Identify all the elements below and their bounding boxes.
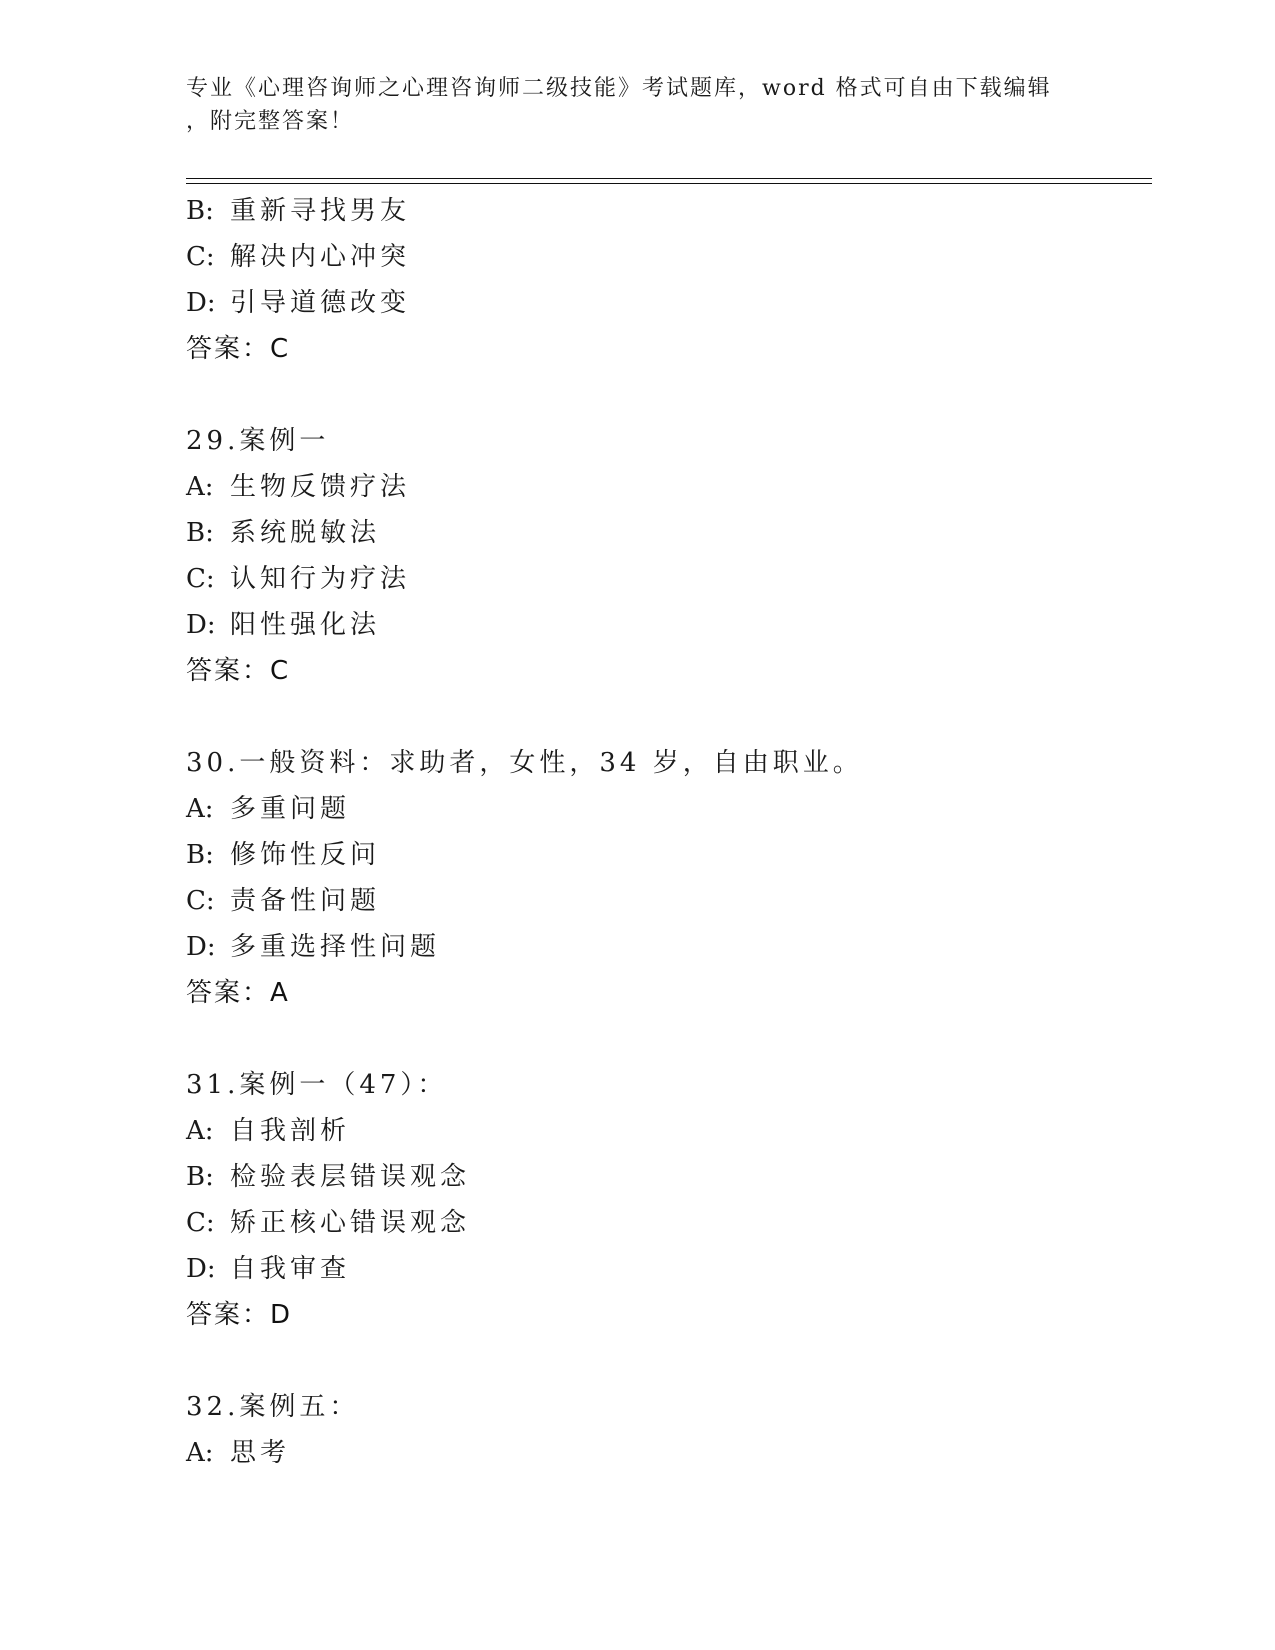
option-text: 生物反馈疗法 [230, 472, 411, 502]
question-block [186, 740, 1146, 1016]
option-text: 修饰性反问 [230, 840, 381, 870]
question-text: 29.案例一 [186, 426, 330, 456]
option-letter: D: [186, 610, 216, 640]
option-text: 认知行为疗法 [230, 564, 411, 594]
answer-line: 答案：A [186, 978, 290, 1008]
document-header [186, 72, 1086, 138]
question-block [186, 188, 1146, 372]
question-list [186, 188, 1146, 1476]
option-text: 重新寻找男友 [230, 196, 411, 226]
option-letter: D: [186, 1254, 216, 1284]
question-text: 30.一般资料：求助者，女性，34 岁，自由职业。 [186, 748, 863, 778]
question-text: 32.案例五： [186, 1392, 360, 1422]
option-text: 自我剖析 [230, 1116, 351, 1146]
option-row [186, 188, 1146, 234]
option-row [186, 1154, 1146, 1200]
answer-line: 答案：D [186, 1300, 293, 1330]
option-letter: C: [186, 564, 215, 594]
option-text: 多重选择性问题 [230, 932, 441, 962]
option-row [186, 1200, 1146, 1246]
answer-line: 答案：C [186, 334, 291, 364]
option-row [186, 924, 1146, 970]
option-text: 引导道德改变 [230, 288, 411, 318]
option-row [186, 280, 1146, 326]
option-letter: C: [186, 242, 215, 272]
option-text: 检验表层错误观念 [230, 1162, 471, 1192]
option-row [186, 786, 1146, 832]
spacer [186, 1338, 1146, 1384]
option-letter: A: [186, 794, 214, 824]
option-text: 阳性强化法 [230, 610, 381, 640]
option-letter: A: [186, 1116, 214, 1146]
option-row [186, 234, 1146, 280]
option-letter: C: [186, 886, 215, 916]
question-block [186, 1062, 1146, 1338]
header-line-2: ，附完整答案！ [186, 109, 355, 134]
option-row [186, 1246, 1146, 1292]
option-letter: D: [186, 288, 216, 318]
option-letter: B: [186, 196, 214, 226]
option-text: 解决内心冲突 [230, 242, 411, 272]
option-row [186, 1108, 1146, 1154]
option-text: 矫正核心错误观念 [230, 1208, 471, 1238]
option-text: 思考 [230, 1438, 291, 1468]
spacer [186, 1016, 1146, 1062]
header-line-1: 专业《心理咨询师之心理咨询师二级技能》考试题库，word 格式可自由下载编辑 [186, 76, 1052, 101]
option-text: 责备性问题 [230, 886, 381, 916]
option-letter: A: [186, 1438, 214, 1468]
option-letter: B: [186, 518, 214, 548]
option-row [186, 556, 1146, 602]
option-letter: D: [186, 932, 216, 962]
option-letter: B: [186, 1162, 214, 1192]
option-row [186, 464, 1146, 510]
option-letter: A: [186, 472, 214, 502]
option-text: 自我审查 [230, 1254, 351, 1284]
option-text: 多重问题 [230, 794, 351, 824]
option-letter: C: [186, 1208, 215, 1238]
spacer [186, 372, 1146, 418]
option-text: 系统脱敏法 [230, 518, 381, 548]
option-letter: B: [186, 840, 214, 870]
question-block [186, 418, 1146, 694]
question-block [186, 1384, 1146, 1476]
option-row [186, 1430, 1146, 1476]
header-divider-top [186, 178, 1152, 179]
header-divider-bottom [186, 183, 1152, 184]
answer-line: 答案：C [186, 656, 291, 686]
option-row [186, 510, 1146, 556]
option-row [186, 832, 1146, 878]
spacer [186, 694, 1146, 740]
question-text: 31.案例一（47）： [186, 1070, 448, 1100]
option-row [186, 878, 1146, 924]
option-row [186, 602, 1146, 648]
